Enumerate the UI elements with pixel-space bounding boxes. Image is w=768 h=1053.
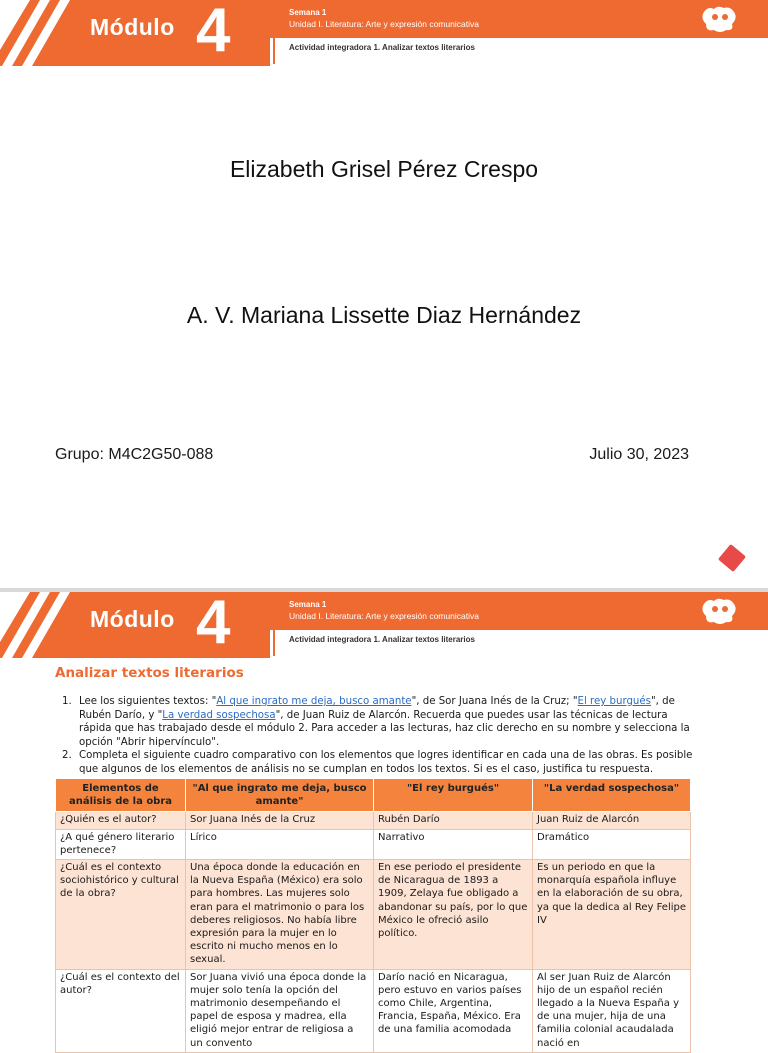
table-row — [56, 969, 691, 1052]
link-el-rey-burgues[interactable]: El rey burgués — [577, 696, 651, 707]
prepa-logo-icon — [700, 4, 740, 34]
instructions — [55, 695, 701, 776]
activity-page — [0, 588, 768, 1049]
module-label: Módulo — [90, 606, 175, 632]
header-divider — [273, 6, 275, 64]
table-cell[interactable]: Sor Juana vivió una época donde la mujer solo tenía la opción del matrimonio desempeñando el papel de esposa y madrea, ella eligió mejor entrar de religiosa a un convento — [186, 969, 374, 1052]
instruction-item-2: 2. Completa el siguiente cuadro comparativo con los elementos que logres identificar en cada una de las obras. Es posible que algunos de los elementos de análisis no se cumplan en todos los textos. Si es el caso, justifica tu respuesta. — [75, 749, 701, 776]
activity-label: Actividad integradora 1. Analizar textos literarios — [289, 635, 475, 644]
table-cell[interactable]: ¿Cuál es el contexto sociohistórico y cultural de la obra? — [56, 860, 186, 970]
header-divider — [273, 598, 275, 656]
date-label: Julio 30, 2023 — [589, 446, 689, 463]
table-header-cell: "El rey burgués" — [374, 779, 533, 812]
table-cell[interactable]: Darío nació en Nicaragua, pero estuvo en varios países como Chile, Argentina, Francia, España, México. Era de una familia acomodada — [374, 969, 533, 1052]
table-cell[interactable]: Juan Ruiz de Alarcón — [533, 812, 691, 829]
table-cell[interactable]: ¿A qué género literario pertenece? — [56, 829, 186, 859]
module-number: 4 — [196, 0, 231, 65]
table-header-cell: Elementos de análisis de la obra — [56, 779, 186, 812]
table-header-cell: "La verdad sospechosa" — [533, 779, 691, 812]
activity-label: Actividad integradora 1. Analizar textos literarios — [289, 43, 475, 52]
week-label: Semana 1 — [289, 8, 327, 17]
decorative-diamond-icon — [718, 544, 746, 572]
table-cell[interactable]: Rubén Darío — [374, 812, 533, 829]
section-title: Analizar textos literarios — [55, 665, 244, 681]
table-cell[interactable]: Una época donde la educación en la Nueva España (México) era solo para hombres. Las mujeres solo eran para el matrimonio o para los deberes religiosos. No había libre expresión para la mujer en lo escrito ni mucho menos en lo sexual. — [186, 860, 374, 970]
link-la-verdad-sospechosa[interactable]: La verdad sospechosa — [162, 709, 276, 721]
table-row — [56, 812, 691, 829]
table-cell[interactable]: Lírico — [186, 829, 374, 859]
link-al-que-ingrato[interactable]: Al que ingrato me deja, busco amante — [216, 696, 412, 707]
table-cell[interactable]: Sor Juana Inés de la Cruz — [186, 812, 374, 829]
prepa-logo-icon — [700, 596, 740, 626]
table-cell[interactable]: Narrativo — [374, 829, 533, 859]
student-name: Elizabeth Grisel Pérez Crespo — [229, 156, 539, 182]
advisor-name: A. V. Mariana Lissette Diaz Hernández — [186, 302, 582, 328]
module-label: Módulo — [90, 14, 175, 40]
page-header — [0, 0, 768, 66]
page-header — [0, 588, 768, 658]
comparison-table — [55, 778, 691, 1053]
instruction-item-1: 1. Lee los siguientes textos: "Al que ingrato me deja, busco amante", de Sor Juana Inés de la Cruz; "El rey burgués", de Rubén Darío, y "La verdad sospechosa", de Juan Ruiz de Alarcón. Recuerda que puedes usar las técnicas de lectura rápida que has trabajado desde el módulo 2. Para acceder a las lecturas, haz clic derecho en su nombre y selecciona la opción "Abrir hipervínculo". — [75, 695, 701, 749]
table-cell[interactable]: En ese periodo el presidente de Nicaragua de 1893 a 1909, Zelaya fue obligado a abandonar su país, por lo que México le ofreció asilo político. — [374, 860, 533, 970]
table-cell[interactable]: Dramático — [533, 829, 691, 859]
unit-label: Unidad I. Literatura: Arte y expresión comunicativa — [289, 611, 479, 621]
table-row — [56, 860, 691, 970]
table-header-row — [56, 779, 691, 812]
table-cell[interactable]: Al ser Juan Ruiz de Alarcón hijo de un español recién llegado a la Nueva España y de una mujer, hija de una familia colonial acaudalada nació en — [533, 969, 691, 1052]
group-label: Grupo: M4C2G50-088 — [55, 446, 214, 463]
table-row — [56, 829, 691, 859]
table-header-cell: "Al que ingrato me deja, busco amante" — [186, 779, 374, 812]
week-label: Semana 1 — [289, 600, 327, 609]
module-number: 4 — [196, 588, 231, 657]
table-cell[interactable]: ¿Quién es el autor? — [56, 812, 186, 829]
table-cell[interactable]: ¿Cuál es el contexto del autor? — [56, 969, 186, 1052]
table-cell[interactable]: Es un periodo en que la monarquía española influye en la elaboración de su obra, ya que la dedica al Rey Felipe IV — [533, 860, 691, 970]
unit-label: Unidad I. Literatura: Arte y expresión comunicativa — [289, 19, 479, 29]
